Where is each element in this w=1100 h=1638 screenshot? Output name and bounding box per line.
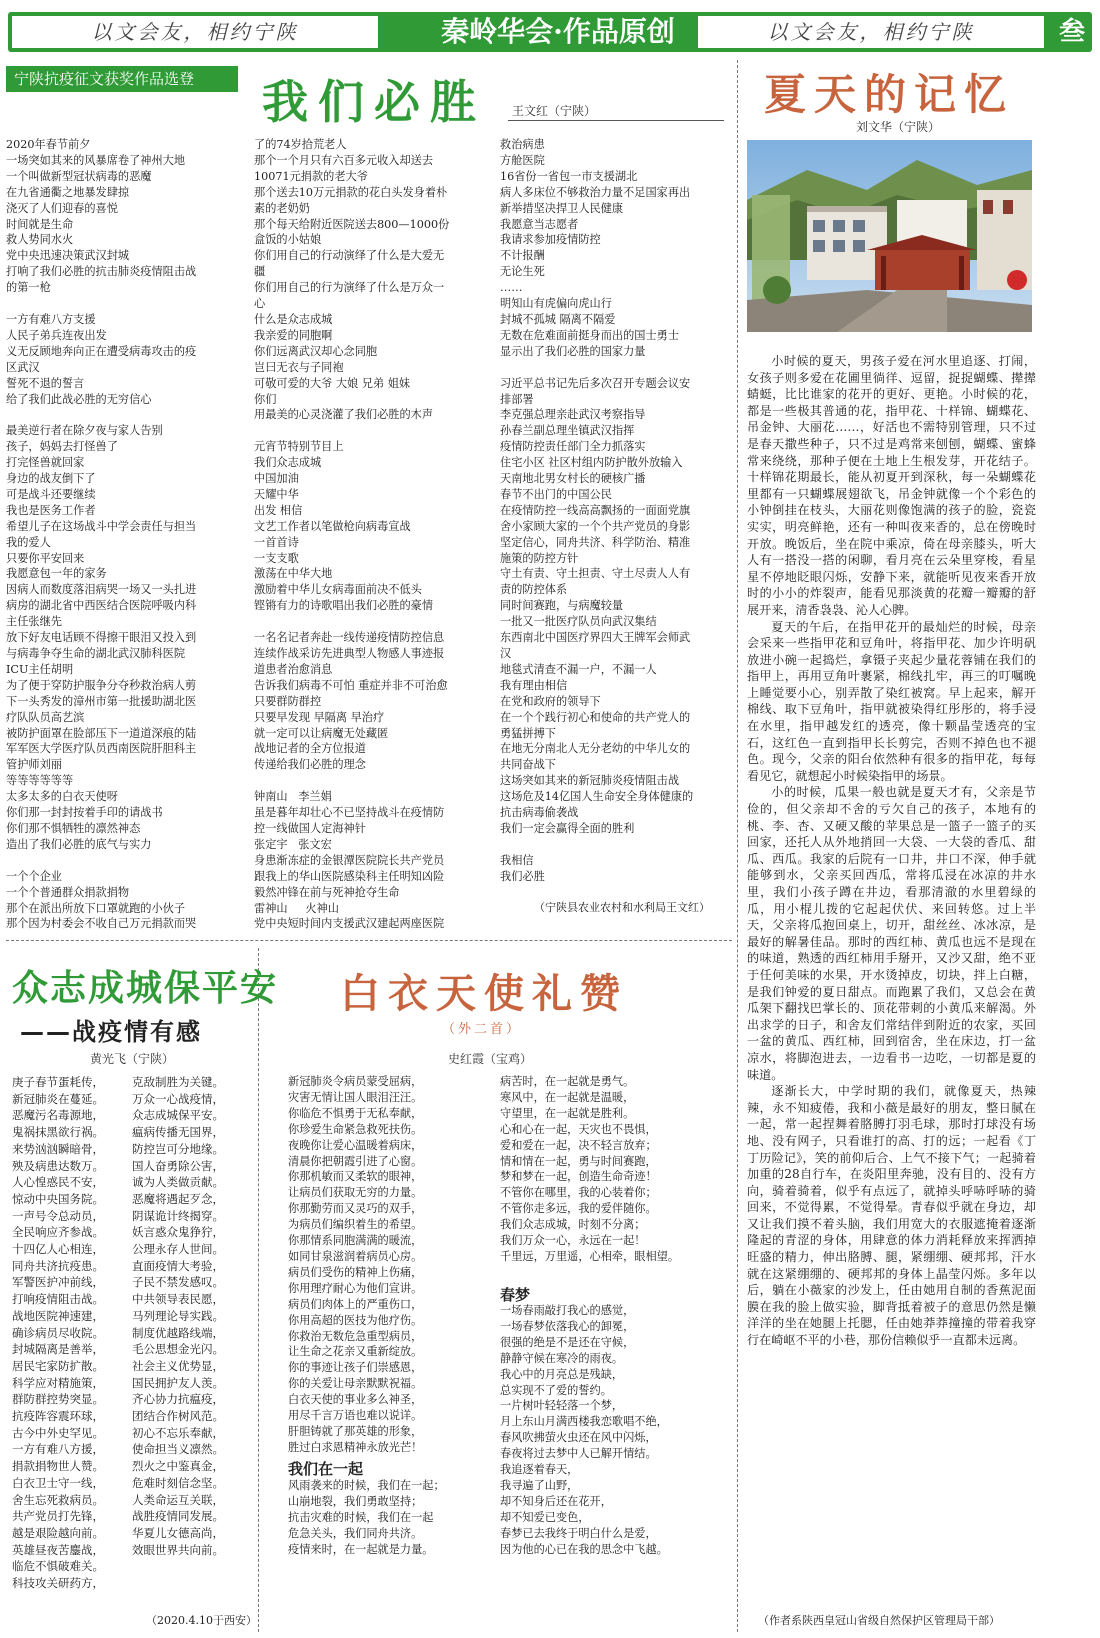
poem2-column-1: 庚子春节蛋耗传， 新冠肺炎在蔓延。 恶魔污名毒源地， 鬼祸抹黑欲行祸。 来势汹汹瞬暗骨， 殃及病患达数万。 人心惶惑民不安， 惊动中央国务院。 一声号令总动员， 全民响应齐参战。 十四亿人心相连， 同舟共济抗疫患。 军警医护冲前线， 打响疫情阻击战。 战地医院神速建， 确诊病员尽收院。 封城隔离是善举， 居民宅家防扩散。 科学应对精施策， 群防群控势突显。 抗疫阵容震环球， 古今中外史罕见。 一方有难八方援， 捐款捐物世人赞。 白衣卫士守一线， 舍生忘死救病员。 共产党员打先锋， 越是艰险越向前。 英雄昼夜苦鏖战， 临危不惧破难关。 科技攻关研药方， xyxy=(12,1075,104,1591)
poem3-author: 史红霞（宝鸡） xyxy=(448,1052,533,1066)
poem3-column-2: 病苦时，在一起就是勇气。 寒风中，在一起就是温暖， 守望里，在一起就是胜利。 心和心在一起，天灾也不畏惧， 爱和爱在一起，决不轻言放弃； 情和情在一起，勇与时间赛跑， 梦和梦在一起，创造生命奇迹！ 不管你在哪里，我的心装着你； 不管你走多远，我的爱伴随你。 我们众志成城，时刻不分离； 我们万众一心，永远在一起！ 千里远，万里遥，心相牵，眼相望。 xyxy=(500,1075,680,1263)
poem3-sub2-text: 风雨袭来的时候，我们在一起； 山崩地裂，我们勇敢坚持； 抗击灾难的时候，我们在一起 危急关头，我们同舟共济。 疫情来时，在一起就是力量。 xyxy=(288,1479,445,1556)
poem3-sub3-text: 一场春雨敲打我心的感觉， 一场春梦依落我心的卸冕， 很强的绝是不是还在守候， 静静守候在寒冷的雨夜。 我心中的月亮总是残缺， 总实现不了爱的誓约。 一片树叶轻轻落一个梦， 月上东山月满西楼我恋歌唱不绝， 春风吹拂萤火虫还在风中闪烁， 春夜将过去梦中人已解开情结。 我追逐着春天， 我寻遍了山野， 却不知身后还在花开， 却不知爱已变色， 春梦已去我终于明白什么是爱， 因为他的心已在我的思念中飞越。 xyxy=(500,1304,668,1556)
essay-paragraph: 夏天的午后，在指甲花开的最灿烂的时候，母亲会采来一些指甲花和豆角叶，将指甲花、加少许明矾放进小碗一起捣烂，拿镊子夹起少量花蓉铺在我们的指甲上，再用豆角叶裹紧，棉线扎牢，再三的叮嘱晚上睡觉要小心，别弄散了染红被窝。早上起来，解开棉线、取下豆角叶，指甲就被染得红彤彤的，将手浸在水里，指甲越发红的透亮，像十颗晶莹透亮的宝石，这红色一直到指甲长长剪完，否则不掉色也不褪色。现今，父亲的阳台依然种有很多的指甲花，每每看见它，就想起小时候染指甲的场景。 xyxy=(747,619,1036,783)
page-number: 叁 xyxy=(1058,17,1085,47)
village-photo-illustration xyxy=(747,140,1032,332)
poem3-subtitle: （外二首） xyxy=(442,1022,523,1037)
poem3-sub3-title: 春梦 xyxy=(500,1286,531,1304)
essay-paragraph: 小的时候，瓜果一般也就是夏天才有，父亲是节俭的，但父亲却不舍的亏欠自己的孩子，本地有的桃、李、杏、又硬又酸的苹果总是一篮子一篮子的买回家，还托人从外地捎回一大袋、一大袋的香瓜、甜瓜、西瓜。我家的后院有一口井，井口不深，伸手就能够到水，父亲买回西瓜，常将瓜浸在冰凉的井水里，我们小孩子蹲在井边，看那清澈的水里碧绿的瓜，用小棍儿拨的它起起伏伏、来回转悠。过上半天，父亲将瓜抱回桌上，切开，甜丝丝、冰冰凉，是最好的解暑佳品。那时的西红柿、黄瓜也远不是现在的味道，熟透的西红柿用手掰开，又沙又甜，绝不亚于任何美味的水果，开水烫掉皮，切块，拌上白糖，是我们钟爱的夏日甜点。而跑累了我们，又总会在黄瓜架下翻找巴掌长的、顶花带刺的小黄瓜来解渴。外出求学的日子，和舍友们常结伴到附近的农家，买回一盆的黄瓜、西红柿，回到宿舍，坐在床边，打一盆凉水，将脚泡进去，一边看书一边吃，一切都是夏的味道。 xyxy=(747,785,1036,1082)
essay-body xyxy=(747,353,1036,1603)
essay-title: 夏天的记忆 xyxy=(764,70,1015,119)
motto-left: 以文会友，相约宁陕 xyxy=(12,16,378,48)
motto-right: 以文会友，相约宁陕 xyxy=(698,16,1044,48)
poem1-column-3: 救治病患 方舱医院 16省份一省包一市支援湖北 病人多床位不够救治力量不足国家再出 新举措坚决捍卫人民健康 我愿意当志愿者 我请求参加疫情防控 不计报酬 无论生死 …… 明知山有虎偏向虎山行 封城不孤城 隔离不隔爱 无数在危难面前挺身而出的国士勇士 显示出了我们必胜的国家力量 习近平总书记先后多次召开专题会议安 排部署 李克强总理亲赴武汉考察指导 孙春兰副总理坐镇武汉指挥 疫情防控责任部门全力抓落实 住宅小区 社区村组内防护散外放输入 天南地北男女村长的硬核广播 春节不出门的中国公民 在疫情防控一线高高飘扬的一面面党旗 舍小家顾大家的一个个共产党员的身影 坚定信心，同舟共济、科学防治、精准 施策的防控方针 守土有责、守土担责、守土尽责人人有 责的防控体系 同时间赛跑，与病魔较量 一批又一批医疗队员向武汉集结 东西南北中国医疗界四大王牌军会师武 汉 地毯式清查不漏一户，不漏一人 我有理由相信 在党和政府的领导下 在一个个践行初心和使命的共产党人的 勇猛拼搏下 在地无分南北人无分老幼的中华儿女的 共同奋战下 这场突如其来的新冠肺炎疫情阻击战 这场危及14亿国人生命安全身体健康的 抗击病毒偷袭战 我们一定会赢得全面的胜利 我相信 我们必胜 xyxy=(500,138,694,882)
poem1-column-2: 了的74岁拾荒老人 那个一个月只有六百多元收入却送去 10071元捐款的老大爷 那个送去10万元捐款的花白头发身着朴 素的老奶奶 那个每天给附近医院送去800—1000份 盒饭的小姑娘 你们用自己的行动演绎了什么是大爱无 疆 你们用自己的行为演绎了什么是万众一 心 什么是众志成城 我亲爱的同胞啊 你们远离武汉却心念同胞 岂曰无衣与子同袍 可敬可爱的大爷 大娘 兄弟 姐妹 你们 用最美的心灵浇灌了我们必胜的木声 元宵节特别节目上 我们众志成城 中国加油 天耀中华 出发 相信 文艺工作者以笔做枪向病毒宣战 一首首诗 一支支歌 激荡在中华大地 激励着中华儿女病毒面前决不低头 铿锵有力的诗歌唱出我们必胜的豪情 一名名记者奔赴一线传递疫情防控信息 连续作战采访先进典型人物感人事迹报 道患者治愈消息 告诉我们病毒不可怕 重症并非不可治愈 只要群防群控 只要早发现 早隔离 早治疗 就一定可以让病魔无处藏匿 战地记者的全方位报道 传递给我们必胜的理念 钟南山 李兰娟 虽是暮年却壮心不已坚持战斗在疫情防 控一线做国人定海神针 张定宇 张文宏 身患渐冻症的金银潭医院院长共产党员 跟我上的华山医院感染科主任明知凶险 毅然冲锋在前与死神抢夺生命 雷神山 火神山 党中央短时间内支援武汉建起两座医院 xyxy=(254,138,450,931)
essay-paragraph: 逐渐长大，中学时期的我们，就像夏天，热辣辣，永不知疲倦，我和小薇是最好的朋友，整日腻在一起，常一起捏舞着胳膊打羽毛球，那时打球没有场地、没有网子，只看谁打的高、打的远；一起看《丁丁历险记》，笑的前仰后合、上气不接下气；一起骑着加重的28自行车，在炎阳里奔驰，没有目的、没有方向，骑着骑着，似乎有点远了，就掉头呼哧呼哧的骑回来，不觉得累，不觉得晕。青春似乎就在身边，却又让我们摸不着头脑，我们用宽大的衣服遮掩着逐渐隆起的青涩的身体，用肆意的体力消耗释放来挥洒掉旺盛的精力，伸出胳膊、腿，紧绷绷、硬邦邦，汗水就在这紧绷绷的、硬邦邦的身体上晶莹闪烁。多年以后，躺在小薇家的沙发上，任由她用自制的香蕉泥面膜在我的脸上做实验，脚背抵着被子的意思仍然是懒洋洋的坐在她腿上托腮，任由她莽莽撞撞的带着我穿行在崎岖不平的小巷，那份信赖似乎一直都未远离。 xyxy=(747,1084,1036,1348)
poem3-sub2-title: 我们在一起 xyxy=(288,1460,364,1478)
poem1-signature: （宁陕县农业农村和水利局王文红） xyxy=(534,901,710,914)
poem1-author-rule xyxy=(508,120,724,121)
essay-author: 刘文华（宁陕） xyxy=(856,120,941,134)
photo-village-street xyxy=(747,140,1032,332)
essay-paragraph: 小时候的夏天，男孩子爱在河水里追逐、打闹，女孩子则多爱在花圃里徜徉、逗留，捉捉蝴蝶、撵撵蜻蜓，比比谁家的花开的更好、更艳。小时候的花，都是一些极其普通的花，指甲花、十样锦、蝴蝶花、吊金钟、大丽花……，好活也不需特别管理，只不过是春天撒些种子，只不过是鸡常来刨刨，蝴蝶、蜜蜂常来绕绕，那种子便在土地上生根发芽，开花结子。十样锦花期最长，能从初夏开到深秋，每一朵蝴蝶花里都有一只蝴蝶展翅欲飞，吊金钟就像一个个彩色的小钟倒挂在枝头，大丽花则像饱满的孩子的脸，瓷瓷实实，明亮鲜艳，还有一种叫夜来香的，总在傍晚时开放。晚饭后，坐在院中乘凉，倚在母亲膝头，听大人有一搭没一搭的闲聊，看月亮在云朵里穿梭，看星星不停地眨眼闪烁，安静下来，就能听见夜来香开放时的小小的炸裂声，能看见那淡黄的花瓣一瓣瓣的舒展开来，清香袅袅、沁人心脾。 xyxy=(747,354,1036,617)
poem3-title: 白衣天使礼赞 xyxy=(340,970,628,1017)
essay-signature: （作者系陕西皇冠山省级自然保护区管理局干部） xyxy=(758,1614,1000,1627)
page-header xyxy=(8,12,1092,52)
poem1-column-1: 2020年春节前夕 一场突如其来的风暴席卷了神州大地 一个叫做新型冠状病毒的恶魔 在九省通衢之地暴发肆掠 浇灭了人们迎春的喜悦 时间就是生命 救人势同水火 党中央迅速决策武汉封城 打响了我们必胜的抗击肺炎疫情阻击战 的第一枪 一方有难八方支援 人民子弟兵连夜出发 义无反顾地奔向正在遭受病毒攻击的疫 区武汉 誓死不退的誓言 给了我们此战必胜的无穷信心 最美逆行者在除夕夜与家人告别 孩子，妈妈去打怪兽了 打完怪兽就回家 身边的战友倒下了 可是战斗还要继续 我也是医务工作者 希望儿子在这场战斗中学会责任与担当 我的爱人 只要你平安回来 我愿意包一年的家务 因病人而数度落泪病哭一场又一头扎进 病房的湖北省中西医结合医院呼吸内科 主任张继先 放下好友电话顾不得擦干眼泪又投入到 与病毒争夺生命的湖北武汉肺科医院 ICU主任胡明 为了便于穿防护服争分夺秒救治病人剪 下一头秀发的漳州市第一批援助湖北医 疗队队员高艺滨 被防护面罩在脸部压下一道道深痕的陆 军军医大学医疗队员西南医院肝胆科主 管护师刘丽 等等等等等等 太多太多的白衣天使呀 你们那一封封按着手印的请战书 你们那不惧牺牲的凛然神态 造出了我们必胜的底气与实力 一个个企业 一个个普通群众捐款捐物 那个在派出所放下口罩就跑的小伙子 那个因为村委会不收自己万元捐款而哭 xyxy=(6,138,197,931)
column-divider-lower xyxy=(258,948,259,1632)
poem2-author: 黄光飞（宁陕） xyxy=(90,1052,175,1066)
poem2-title: 众志成城保平安 xyxy=(12,968,279,1009)
masthead: 秦岭华会·作品原创 xyxy=(441,15,675,48)
section-divider xyxy=(6,940,732,941)
poem2-subtitle: ——战疫情有感 xyxy=(20,1018,202,1046)
poem2-date: （2020.4.10于西安） xyxy=(146,1614,257,1627)
poem1-title: 我们必胜 xyxy=(262,75,486,129)
poem3-column-1: 新冠肺炎令病员蒙受屈病， 灾害无情让国人眼泪汪汪。 你临危不惧勇于无私奉献， 你珍爱生命紧急救死扶伤。 夜晚你让爱心温暖着病床， 清晨你把朝霞引进了心窗。 你那机敏而又柔软的眼神， 让病员们获取无穷的力量。 你那勤劳而又灵巧的双手， 为病员们编织着生的希望。 你那情系同胞满满的暖流， 如同甘泉滋润着病员心房。 病员们受伤的精神上伤痛， 你用理疗耐心为他们宣讲。 病员们肉体上的严重伤口， 你用高超的医技为他疗伤。 你救治无数危急重型病员， 让生命之花亲又重新绽放。 你的事迹让孩子们崇感恩， 你的关爱让母亲默默祝福。 白衣天使的事业多么神圣， 用尽千言万语也难以说详。 肝胆铸就了那英雄的形象， 胜过白求恩精神永放光芒！ xyxy=(288,1075,423,1454)
column-divider-right xyxy=(737,60,738,1632)
poem1-author: 王文红（宁陕） xyxy=(512,104,597,118)
poem2-column-2: 克敌制胜为关键。 万众一心战疫情， 众志成城保平安。 瘟病传播无国界， 防控岂可分地缘。 国人奋勇除公害， 诚为人类做贡献。 恶魔将遇起歹念， 阴谋诡计终揭穿。 妖言惑众鬼狰狞， 公理永存人世间。 直面疫情大考验， 子民不禁发感叹。 中共领导表民愿， 马列理论导实践。 制度优越路线端， 毛公思想金光闪。 社会主义优势显， 国民拥护友人羡。 齐心协力抗瘟疫， 团结合作树风范。 初心不忘乐奉献， 使命担当义凛然。 烈火之中鉴真金， 危难时刻信念坚。 人类命运互关联， 战胜疫情同发展。 华夏儿女德高尚， 效眼世界共向前。 xyxy=(132,1075,224,1557)
section-tag: 宁陕抗疫征文获奖作品选登 xyxy=(6,66,238,92)
